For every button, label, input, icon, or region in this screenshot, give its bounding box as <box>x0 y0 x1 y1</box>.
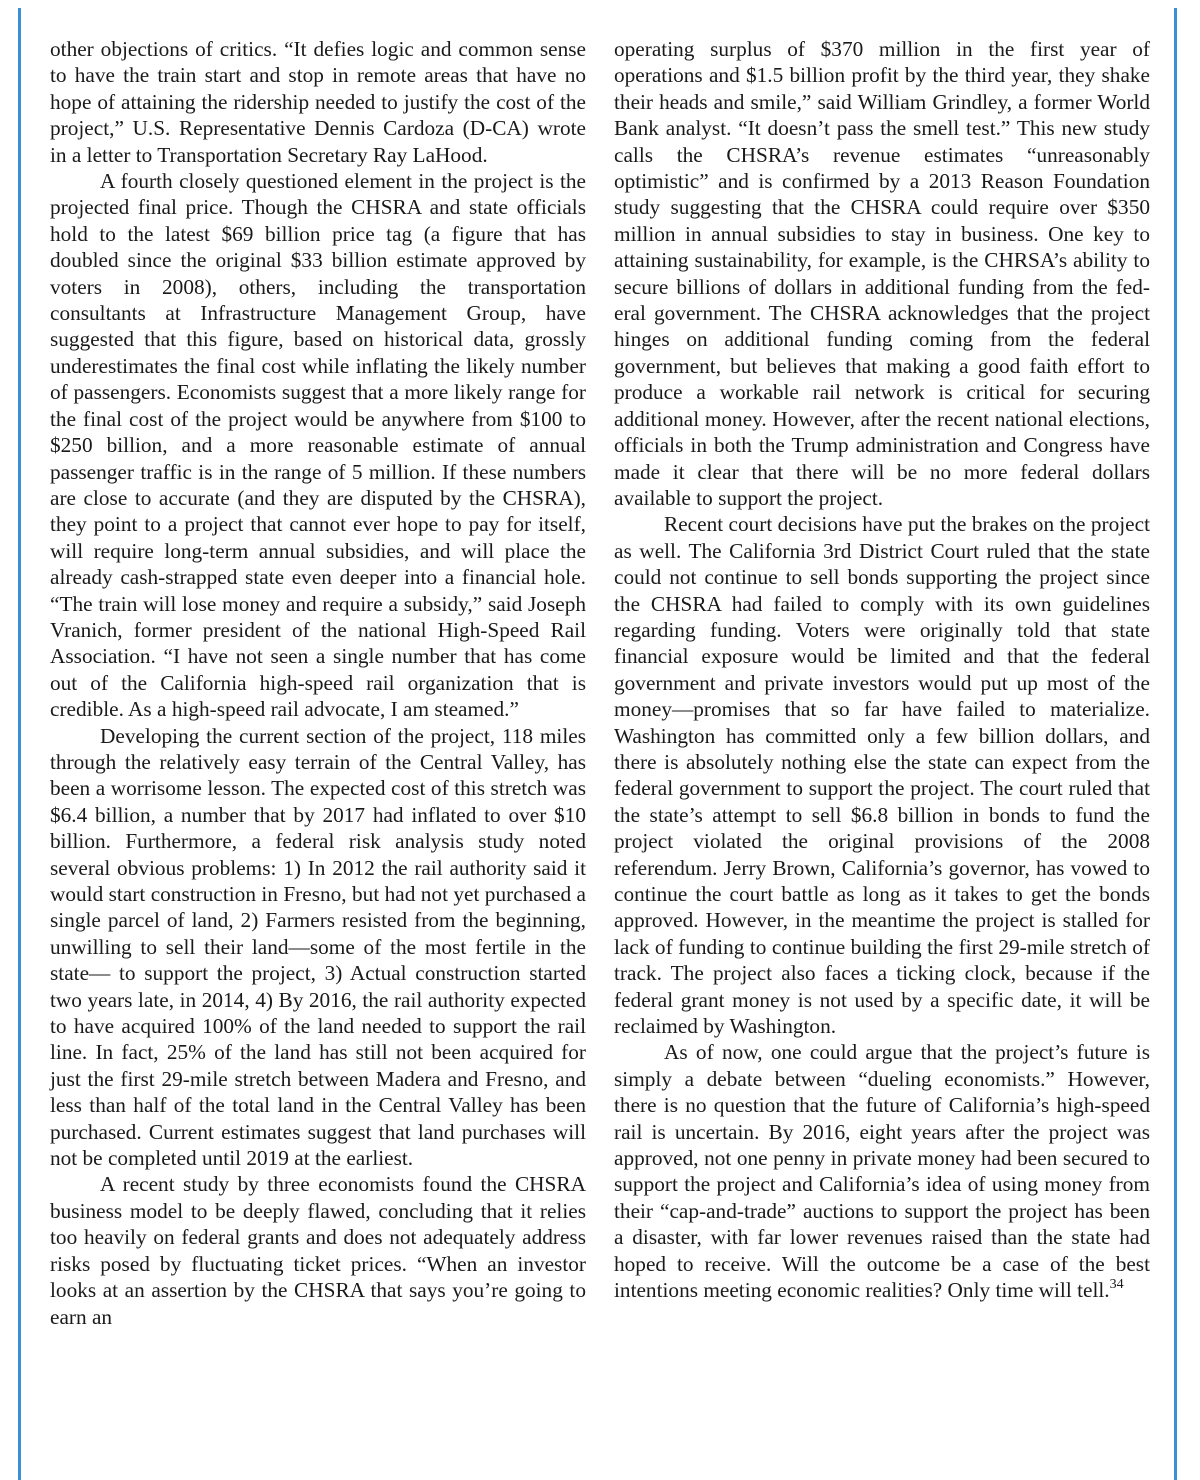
left-column <box>50 36 586 1476</box>
text-columns <box>50 36 1150 1476</box>
left-paragraph-1: other objections of critics. “It defies logic and common sense to have the train start and stop in remote areas that have no hope of attaining the ridership needed to justify the cost of the project,” U.S. Representative Dennis Cardoza (D-CA) wrote in a letter to Transportation Secretary Ray LaHood. <box>50 37 586 167</box>
right-paragraph-3 <box>614 1039 1150 1303</box>
right-paragraph-2: Recent court decisions have put the brakes on the project as well. The California 3rd District Court ruled that the state could not continue to sell bonds supporting the project since the CHSRA had failed to comply with its own guidelines regarding funding. Voters were originally told that state financial exposure would be limited and that the federal government and private investors would put up most of the money—promises that so far have failed to materialize. Washington has committed only a few billion dollars, and there is absolutely nothing else the state can expect from the federal government to support the project. The court ruled that the state’s attempt to sell $6.8 billion in bonds to fund the project violated the original provisions of the 2008 referendum. Jerry Brown, California’s governor, has vowed to continue the court battle as long as it takes to get the bonds approved. However, in the meantime the project is stalled for lack of funding to continue building the first 29-mile stretch of track. The project also faces a ticking clock, because if the federal grant money is not used by a specific date, it will be reclaimed by Washington. <box>614 512 1150 1039</box>
left-margin-rule <box>18 8 21 1480</box>
right-column <box>614 36 1150 1476</box>
left-paragraph-3: Developing the current section of the project, 118 miles through the relatively easy terrain of the Central Valley, has been a worrisome lesson. The expected cost of this stretch was $6.4 billion, a number that by 2017 had inflated to over $10 billion. Furthermore, a federal risk analysis study noted several obvious problems: 1) In 2012 the rail authority said it would start construction in Fresno, but had not yet purchased a single parcel of land, 2) Farmers resisted from the beginning, unwilling to sell their land—some of the most fertile in the state— to support the project, 3) Actual construction started two years late, in 2014, 4) By 2016, the rail authority expected to have acquired 100% of the land needed to support the rail line. In fact, 25% of the land has still not been acquired for just the first 29-mile stretch between Madera and Fresno, and less than half of the total land in the Central Valley has been purchased. Current estimates suggest that land purchases will not be completed until 2019 at the earliest. <box>50 723 586 1171</box>
left-paragraph-4: A recent study by three economists found the CHSRA business model to be deeply flawed, concluding that it relies too heavily on federal grants and does not adequately address risks posed by fluctuating ticket prices. “When an investor looks at an assertion by the CHSRA that says you’re going to earn an <box>50 1172 586 1329</box>
right-margin-rule <box>1174 8 1177 1480</box>
right-paragraph-3-text: As of now, one could argue that the project’s future is simply a debate between “dueling economists.” However, there is no question that the future of California’s high-speed rail is uncertain. By 2016, eight years after the project was approved, not one penny in private money had been secured to support the project and California’s idea of using money from their “cap-and-trade” auctions to support the project has been a disaster, with far lower revenues raised than the state had hoped to receive. Will the outcome be a case of the best intentions meeting economic realities? Only time will tell. <box>614 1040 1150 1303</box>
right-paragraph-1: operating surplus of $370 million in the first year of operations and $1.5 billion profit by the third year, they shake their heads and smile,” said William Grindley, a former World Bank analyst. “It doesn’t pass the smell test.” This new study calls the CHSRA’s revenue estimates “unreasonably optimistic” and is confirmed by a 2013 Reason Foundation study suggesting that the CHSRA could require over $350 million in annual subsidies to stay in business. One key to attaining sustainability, for example, is the CHRSA’s ability to secure billions of dollars in additional funding from the federal government. The CHSRA acknowledges that the project hinges on additional funding coming from the federal government, but believes that making a good faith effort to produce a workable rail network is critical for securing additional money. However, after the recent national elections, officials in both the Trump administration and Congress have made it clear that there will be no more federal dollars available to support the project. <box>614 37 1150 510</box>
left-paragraph-2: A fourth closely questioned element in the project is the projected final price. Though the CHSRA and state officials hold to the latest $69 billion price tag (a figure that has doubled since the original $33 billion estimate approved by voters in 2008), others, including the transportation consultants at Infrastructure Management Group, have suggested that this figure, based on historical data, grossly underestimates the final cost while inflating the likely number of passengers. Economists suggest that a more likely range for the final cost of the project would be anywhere from $100 to $250 billion, and a more reasonable estimate of annual passenger traffic is in the range of 5 million. If these numbers are close to accurate (and they are disputed by the CHSRA), they point to a project that cannot ever hope to pay for itself, will require long-term annual subsidies, and will place the already cash-strapped state even deeper into a financial hole. “The train will lose money and require a subsidy,” said Joseph Vranich, former president of the national High-Speed Rail Association. “I have not seen a single number that has come out of the California high-speed rail organization that is credible. As a high-speed rail advocate, I am steamed.” <box>50 169 586 722</box>
footnote-reference: 34 <box>1109 1277 1124 1293</box>
